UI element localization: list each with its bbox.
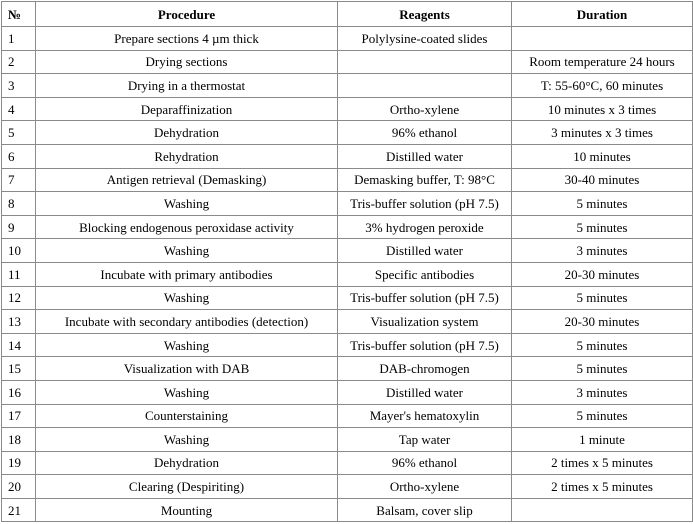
table-row (2, 239, 693, 263)
cell-procedure: Mounting (36, 498, 338, 522)
cell-number: 10 (2, 239, 36, 263)
cell-reagents: Balsam, cover slip (338, 498, 512, 522)
cell-duration: 30-40 minutes (512, 168, 693, 192)
cell-number: 20 (2, 475, 36, 499)
cell-reagents: Tris-buffer solution (pH 7.5) (338, 192, 512, 216)
protocol-table (1, 1, 693, 522)
cell-duration: Room temperature 24 hours (512, 50, 693, 74)
table-row (2, 498, 693, 522)
cell-duration: 1 minute (512, 428, 693, 452)
cell-number: 12 (2, 286, 36, 310)
cell-number: 21 (2, 498, 36, 522)
cell-number: 3 (2, 74, 36, 98)
table-body (2, 27, 693, 522)
cell-number: 18 (2, 428, 36, 452)
header-procedure: Procedure (36, 2, 338, 27)
table-row (2, 357, 693, 381)
cell-procedure: Washing (36, 192, 338, 216)
cell-duration: 2 times x 5 minutes (512, 451, 693, 475)
cell-number: 8 (2, 192, 36, 216)
cell-number: 2 (2, 50, 36, 74)
cell-procedure: Antigen retrieval (Demasking) (36, 168, 338, 192)
table-row (2, 168, 693, 192)
cell-procedure: Washing (36, 333, 338, 357)
cell-number: 19 (2, 451, 36, 475)
table-row (2, 451, 693, 475)
table-row (2, 310, 693, 334)
cell-procedure: Washing (36, 286, 338, 310)
header-row (2, 2, 693, 27)
cell-number: 11 (2, 262, 36, 286)
cell-reagents: Ortho-xylene (338, 97, 512, 121)
cell-duration: 3 minutes x 3 times (512, 121, 693, 145)
cell-procedure: Washing (36, 428, 338, 452)
cell-number: 14 (2, 333, 36, 357)
cell-reagents: Tris-buffer solution (pH 7.5) (338, 286, 512, 310)
cell-duration: 20-30 minutes (512, 262, 693, 286)
cell-reagents: 3% hydrogen peroxide (338, 215, 512, 239)
cell-number: 15 (2, 357, 36, 381)
header-reagents: Reagents (338, 2, 512, 27)
cell-procedure: Visualization with DAB (36, 357, 338, 381)
cell-procedure: Incubate with secondary antibodies (detection) (36, 310, 338, 334)
table-row (2, 262, 693, 286)
cell-number: 17 (2, 404, 36, 428)
cell-duration: T: 55-60°C, 60 minutes (512, 74, 693, 98)
cell-procedure: Dehydration (36, 451, 338, 475)
table-row (2, 27, 693, 51)
cell-procedure: Clearing (Despiriting) (36, 475, 338, 499)
cell-reagents: Distilled water (338, 380, 512, 404)
table-row (2, 475, 693, 499)
cell-procedure: Washing (36, 239, 338, 263)
table-row (2, 97, 693, 121)
cell-procedure: Rehydration (36, 144, 338, 168)
cell-duration: 5 minutes (512, 357, 693, 381)
cell-reagents: Tap water (338, 428, 512, 452)
table-row (2, 192, 693, 216)
cell-duration: 10 minutes (512, 144, 693, 168)
cell-reagents: DAB-chromogen (338, 357, 512, 381)
header-duration: Duration (512, 2, 693, 27)
cell-reagents: Polylysine-coated slides (338, 27, 512, 51)
cell-duration: 5 minutes (512, 286, 693, 310)
cell-procedure: Washing (36, 380, 338, 404)
table-row (2, 144, 693, 168)
table-row (2, 404, 693, 428)
cell-reagents: Distilled water (338, 144, 512, 168)
table-row (2, 74, 693, 98)
cell-reagents: 96% ethanol (338, 451, 512, 475)
cell-number: 7 (2, 168, 36, 192)
table-row (2, 333, 693, 357)
cell-procedure: Blocking endogenous peroxidase activity (36, 215, 338, 239)
cell-reagents: Tris-buffer solution (pH 7.5) (338, 333, 512, 357)
cell-procedure: Prepare sections 4 µm thick (36, 27, 338, 51)
cell-number: 13 (2, 310, 36, 334)
table-row (2, 380, 693, 404)
cell-number: 16 (2, 380, 36, 404)
cell-procedure: Incubate with primary antibodies (36, 262, 338, 286)
table-row (2, 50, 693, 74)
cell-duration: 5 minutes (512, 404, 693, 428)
cell-reagents: Specific antibodies (338, 262, 512, 286)
cell-duration: 3 minutes (512, 380, 693, 404)
cell-procedure: Drying sections (36, 50, 338, 74)
cell-duration: 10 minutes x 3 times (512, 97, 693, 121)
cell-number: 6 (2, 144, 36, 168)
cell-procedure: Drying in a thermostat (36, 74, 338, 98)
cell-procedure: Counterstaining (36, 404, 338, 428)
table-row (2, 121, 693, 145)
header-number: № (2, 2, 36, 27)
cell-reagents: 96% ethanol (338, 121, 512, 145)
cell-reagents (338, 50, 512, 74)
cell-duration: 2 times x 5 minutes (512, 475, 693, 499)
cell-number: 9 (2, 215, 36, 239)
cell-number: 4 (2, 97, 36, 121)
cell-reagents: Demasking buffer, T: 98°C (338, 168, 512, 192)
cell-reagents: Visualization system (338, 310, 512, 334)
cell-reagents: Mayer's hematoxylin (338, 404, 512, 428)
table-row (2, 428, 693, 452)
table-row (2, 286, 693, 310)
cell-duration: 5 minutes (512, 192, 693, 216)
cell-duration: 20-30 minutes (512, 310, 693, 334)
cell-reagents: Ortho-xylene (338, 475, 512, 499)
cell-duration (512, 27, 693, 51)
cell-duration: 5 minutes (512, 215, 693, 239)
cell-number: 1 (2, 27, 36, 51)
cell-procedure: Deparaffinization (36, 97, 338, 121)
cell-reagents (338, 74, 512, 98)
table-row (2, 215, 693, 239)
cell-procedure: Dehydration (36, 121, 338, 145)
cell-number: 5 (2, 121, 36, 145)
cell-duration (512, 498, 693, 522)
cell-duration: 5 minutes (512, 333, 693, 357)
cell-reagents: Distilled water (338, 239, 512, 263)
table-header (2, 2, 693, 27)
cell-duration: 3 minutes (512, 239, 693, 263)
